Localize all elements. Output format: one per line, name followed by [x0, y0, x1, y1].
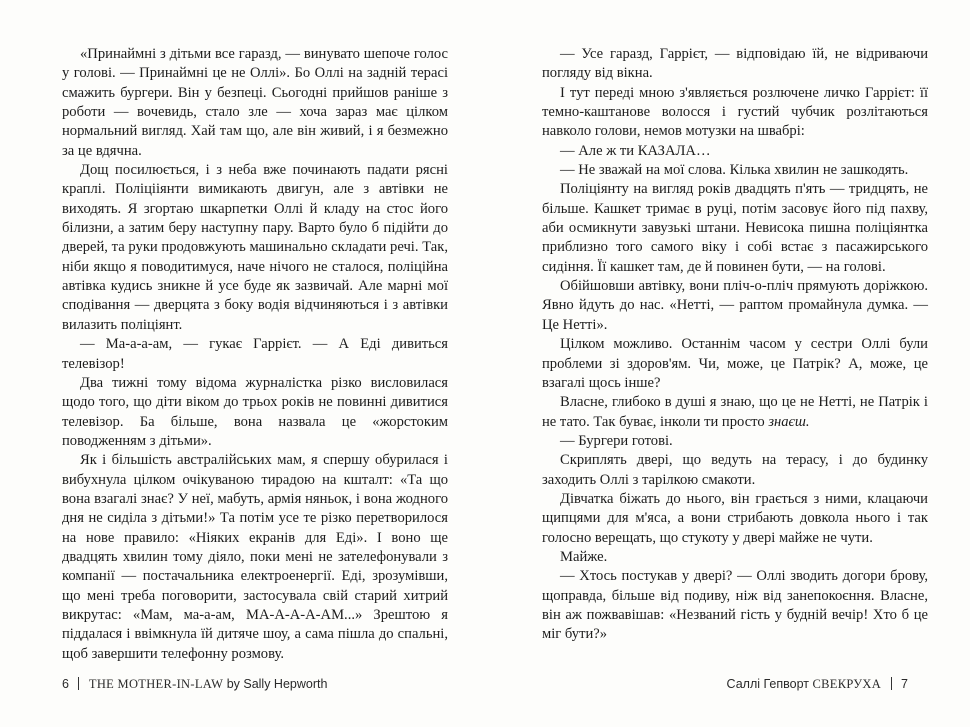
right-paragraph: І тут переді мною з'являється розлючене личко Гаррієт: її темно-каштанове волосся і густий чубчик розлітаються навколо голови, немов мотузки на швабрі: — [542, 84, 928, 140]
footer-divider — [891, 677, 892, 690]
right-paragraph: Обійшовши автівку, вони пліч-о-пліч прямують доріжкою. Явно йдуть до нас. «Нетті, — раптом промайнула думка. — Це Нетті». — [542, 278, 928, 333]
right-paragraph: Скриплять двері, що ведуть на терасу, і до будинку заходить Оллі з тарілкою смакоти. — [542, 452, 928, 488]
right-paragraph: — Не зважай на мої слова. Кілька хвилин не зашкодять. — [560, 162, 909, 179]
right-paragraph: Цілком можливо. Останнім часом у сестри Оллі були проблеми зі здоров'ям. Чи, може, це Патрік? А, може, це взагалі щось інше? — [542, 336, 928, 391]
emphasis-text: знаєш. — [768, 413, 810, 430]
right-paragraph: — Бургери готові. — [560, 432, 673, 449]
left-paragraph: Дощ посилюється, і з неба вже починають падати рясні краплі. Поліцііянти вимикають двигун, але з автівки не виходять. Я згортаю шкарпетки Оллі й кладу на стос його білизни, а затим беру наступну пару. Варто було б підійти до дверей, та руки продовжують машинально складати речі. Так, ніби якщо я поводитимуся, наче нічого не сталося, поліційна автівка кудись зникне й усе буде як зазвичай. Але марні мої сподівання — дверцята з боку водія відчиняються і з автівки вилазить поліціянт. — [62, 162, 448, 333]
left-footer — [62, 677, 327, 692]
book-title: СВЕКРУХА — [812, 677, 882, 691]
right-paragraph: — Хтось постукав у двері? — Оллі зводить догори брову, щоправда, більше від подиву, ніж від занепокоєння. Власне, він аж пожвавішав: «Незваний гість у будній вечір! Хто б це міг бути?» — [542, 568, 928, 643]
right-page-body — [542, 45, 928, 645]
left-paragraph: Два тижні тому відома журналістка різко висловилася щодо того, що діти віком до трьох років не повинні дивитися телевізор. Ба більше, вона назвала це «жорстоким поводженням з дітьми». — [62, 374, 448, 449]
page-number: 6 — [62, 677, 69, 691]
left-page-body — [62, 45, 448, 664]
left-paragraph: «Принаймні з дітьми все гаразд, — винувато шепоче голос у голові. — Принаймні це не Оллі». Бо Оллі на задній терасі смажить бургери. Він у безпеці. Сьогодні прийшов раніше з роботи — вочевидь, стало зле — хоча зараз має цілком нормальний вигляд. Хай там що, але він живий, і я безмежно за це вдячна. — [62, 46, 448, 159]
page-number: 7 — [901, 677, 908, 691]
author-credit: Саллі Гепворт — [726, 677, 809, 691]
footer-divider — [78, 677, 79, 690]
right-paragraph: Дівчатка біжать до нього, він грається з ними, клацаючи щипцями для м'яса, а вони стрибають довкола нього і так голосно верещать, що стукоту у двері майже не чути. — [542, 490, 928, 546]
right-paragraph: Поліціянту на вигляд років двадцять п'ять — тридцять, не більше. Кашкет тримає в руці, потім засовує його під пахву, аби осмикнути завузькі штани. Невисока пишна поліціянтка приблизно того самого віку і собі встає з пасажирського сидіння. Її кашкет там, де й повинен бути, — на голові. — [542, 181, 928, 275]
right-footer — [727, 677, 908, 692]
right-paragraph: Власне, глибоко в душі я знаю, що це не Нетті, не Патрік і не тато. Так буває, інколи ти просто знаєш. — [542, 394, 928, 430]
right-paragraph: — Але ж ти КАЗАЛА… — [560, 142, 711, 159]
author-credit: by Sally Hepworth — [226, 677, 328, 691]
right-paragraph: — Усе гаразд, Гаррієт, — відповідаю їй, не відриваючи погляду від вікна. — [542, 46, 928, 82]
left-paragraph: Як і більшість австралійських мам, я спершу обурилася і вибухнула цілком очікуваною тирадою на кшталт: «Та що вона взагалі знає? У неї, мабуть, армія няньок, і вона жодного дня не сиділа з дітьми!» Та потім усе те різко перетворилося на нове правило: «Ніяких екранів для Еді». І воно ще двадцять хвилин тому діяло, поки мені не зателефонували з компанії — постачальника електроенергії. Еді, зрозумівши, що мені треба поговорити, застосувала свій старий хитрий викрутас: «Мам, ма-а-ам, МА-А-А-А-АМ...» Зрештою я піддалася і ввімкнула їй дитяче шоу, а сама пішла до спальні, щоб завершити телефонну розмову. — [62, 452, 448, 662]
book-title: THE MOTHER-IN-LAW — [88, 677, 224, 691]
left-paragraph: — Ма-а-а-ам, — гукає Гаррієт. — А Еді дивиться телевізор! — [62, 336, 448, 372]
right-paragraph: Майже. — [560, 548, 608, 565]
